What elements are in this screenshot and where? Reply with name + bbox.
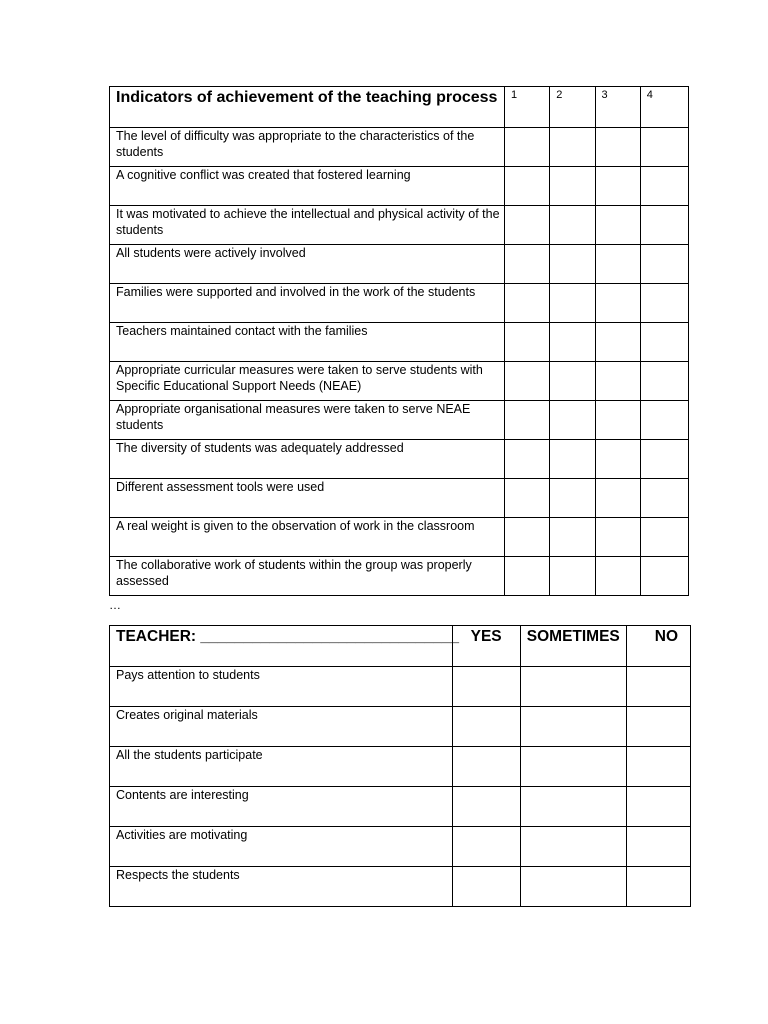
score-2-cell[interactable] — [550, 206, 595, 245]
score-1-cell[interactable] — [505, 245, 550, 284]
teacher-criterion-label: Creates original materials — [110, 707, 453, 747]
teacher-criterion-label: Contents are interesting — [110, 787, 453, 827]
score-3-cell[interactable] — [595, 128, 640, 167]
indicator-row — [110, 245, 689, 284]
teacher-criterion-label: Activities are motivating — [110, 827, 453, 867]
indicator-row — [110, 518, 689, 557]
teacher-criterion-label: Respects the students — [110, 867, 453, 907]
indicator-row — [110, 440, 689, 479]
score-4-cell[interactable] — [640, 440, 688, 479]
teacher-row — [110, 787, 691, 827]
teacher-row — [110, 707, 691, 747]
scale-4-header: 4 — [640, 87, 688, 128]
sometimes-cell[interactable] — [520, 867, 626, 907]
indicator-row — [110, 323, 689, 362]
score-3-cell[interactable] — [595, 557, 640, 596]
indicator-label: The collaborative work of students within the group was properly assessed — [110, 557, 505, 596]
score-1-cell[interactable] — [505, 167, 550, 206]
score-1-cell[interactable] — [505, 479, 550, 518]
score-3-cell[interactable] — [595, 323, 640, 362]
score-1-cell[interactable] — [505, 557, 550, 596]
yes-cell[interactable] — [452, 707, 520, 747]
yes-cell[interactable] — [452, 787, 520, 827]
indicator-label: A cognitive conflict was created that fostered learning — [110, 167, 505, 206]
score-1-cell[interactable] — [505, 401, 550, 440]
indicator-label: Teachers maintained contact with the families — [110, 323, 505, 362]
scale-3-header: 3 — [595, 87, 640, 128]
indicator-label: The diversity of students was adequately addressed — [110, 440, 505, 479]
score-3-cell[interactable] — [595, 479, 640, 518]
sometimes-cell[interactable] — [520, 787, 626, 827]
indicator-row — [110, 206, 689, 245]
score-2-cell[interactable] — [550, 362, 595, 401]
no-cell[interactable] — [626, 747, 690, 787]
score-3-cell[interactable] — [595, 440, 640, 479]
teacher-header-row — [110, 626, 691, 667]
score-4-cell[interactable] — [640, 284, 688, 323]
score-3-cell[interactable] — [595, 206, 640, 245]
score-1-cell[interactable] — [505, 323, 550, 362]
yes-cell[interactable] — [452, 827, 520, 867]
teacher-table — [109, 625, 691, 907]
sometimes-header: SOMETIMES — [520, 626, 626, 667]
indicator-label: A real weight is given to the observation of work in the classroom — [110, 518, 505, 557]
indicator-label: Different assessment tools were used — [110, 479, 505, 518]
score-4-cell[interactable] — [640, 323, 688, 362]
sometimes-cell[interactable] — [520, 667, 626, 707]
score-2-cell[interactable] — [550, 245, 595, 284]
score-3-cell[interactable] — [595, 284, 640, 323]
scale-1-header: 1 — [505, 87, 550, 128]
score-3-cell[interactable] — [595, 401, 640, 440]
indicator-label: Families were supported and involved in the work of the students — [110, 284, 505, 323]
teacher-row — [110, 867, 691, 907]
score-4-cell[interactable] — [640, 167, 688, 206]
score-4-cell[interactable] — [640, 245, 688, 284]
indicator-label: Appropriate curricular measures were taken to serve students with Specific Educational Support Needs (NEAE) — [110, 362, 505, 401]
no-header: NO — [626, 626, 690, 667]
score-1-cell[interactable] — [505, 440, 550, 479]
score-2-cell[interactable] — [550, 323, 595, 362]
score-4-cell[interactable] — [640, 362, 688, 401]
score-3-cell[interactable] — [595, 167, 640, 206]
yes-cell[interactable] — [452, 667, 520, 707]
score-2-cell[interactable] — [550, 440, 595, 479]
score-2-cell[interactable] — [550, 401, 595, 440]
teacher-row — [110, 747, 691, 787]
indicator-label: The level of difficulty was appropriate to the characteristics of the students — [110, 128, 505, 167]
indicator-row — [110, 128, 689, 167]
yes-header: YES — [452, 626, 520, 667]
score-1-cell[interactable] — [505, 518, 550, 557]
teacher-label: TEACHER: ______________________________ — [110, 626, 453, 667]
indicator-label: Appropriate organisational measures were taken to serve NEAE students — [110, 401, 505, 440]
score-2-cell[interactable] — [550, 518, 595, 557]
yes-cell[interactable] — [452, 747, 520, 787]
score-2-cell[interactable] — [550, 557, 595, 596]
indicator-label: It was motivated to achieve the intellectual and physical activity of the students — [110, 206, 505, 245]
no-cell[interactable] — [626, 707, 690, 747]
score-3-cell[interactable] — [595, 518, 640, 557]
indicators-title: Indicators of achievement of the teaching process — [110, 87, 505, 128]
indicator-row — [110, 557, 689, 596]
indicator-label: All students were actively involved — [110, 245, 505, 284]
score-4-cell[interactable] — [640, 128, 688, 167]
teacher-criterion-label: Pays attention to students — [110, 667, 453, 707]
score-3-cell[interactable] — [595, 362, 640, 401]
sometimes-cell[interactable] — [520, 707, 626, 747]
indicators-table — [109, 86, 689, 596]
scale-2-header: 2 — [550, 87, 595, 128]
score-4-cell[interactable] — [640, 479, 688, 518]
indicator-row — [110, 167, 689, 206]
indicator-row — [110, 401, 689, 440]
score-1-cell[interactable] — [505, 206, 550, 245]
no-cell[interactable] — [626, 667, 690, 707]
score-1-cell[interactable] — [505, 362, 550, 401]
score-2-cell[interactable] — [550, 167, 595, 206]
sometimes-cell[interactable] — [520, 747, 626, 787]
score-1-cell[interactable] — [505, 128, 550, 167]
teacher-row — [110, 667, 691, 707]
score-4-cell[interactable] — [640, 206, 688, 245]
indicator-row — [110, 284, 689, 323]
score-1-cell[interactable] — [505, 284, 550, 323]
score-4-cell[interactable] — [640, 401, 688, 440]
no-cell[interactable] — [626, 867, 690, 907]
ellipsis-text: … — [109, 598, 121, 612]
score-3-cell[interactable] — [595, 245, 640, 284]
no-cell[interactable] — [626, 827, 690, 867]
indicator-row — [110, 479, 689, 518]
yes-cell[interactable] — [452, 867, 520, 907]
no-cell[interactable] — [626, 787, 690, 827]
score-2-cell[interactable] — [550, 128, 595, 167]
score-2-cell[interactable] — [550, 284, 595, 323]
teacher-criterion-label: All the students participate — [110, 747, 453, 787]
teacher-row — [110, 827, 691, 867]
score-4-cell[interactable] — [640, 557, 688, 596]
indicator-row — [110, 362, 689, 401]
sometimes-cell[interactable] — [520, 827, 626, 867]
score-2-cell[interactable] — [550, 479, 595, 518]
score-4-cell[interactable] — [640, 518, 688, 557]
indicators-header-row — [110, 87, 689, 128]
